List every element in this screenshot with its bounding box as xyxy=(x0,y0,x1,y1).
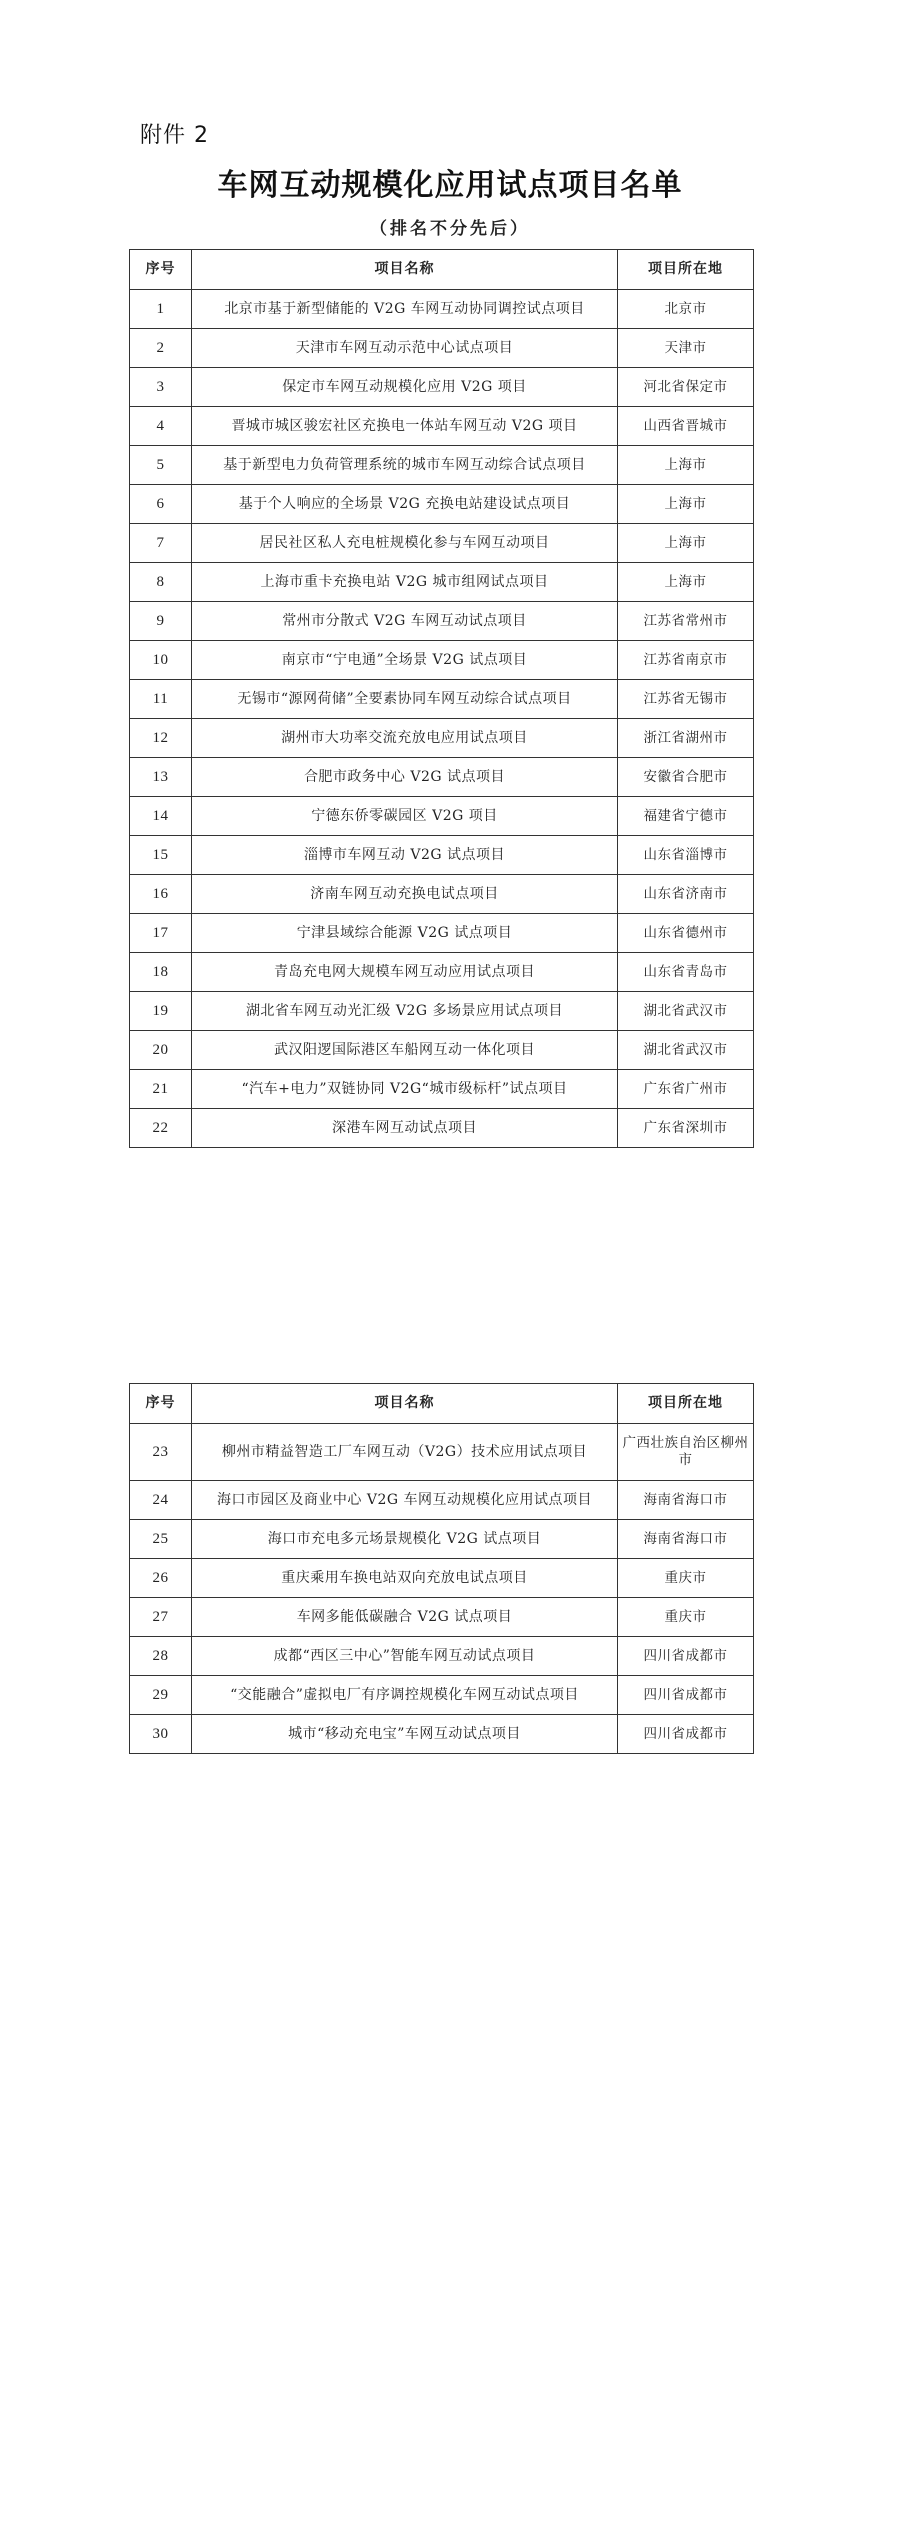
table-row xyxy=(130,1424,754,1481)
project-table-continued xyxy=(129,1383,754,1754)
table-row xyxy=(130,524,754,563)
row-location: 北京市 xyxy=(618,290,754,329)
table-row xyxy=(130,563,754,602)
row-location: 湖北省武汉市 xyxy=(618,1031,754,1070)
row-index: 16 xyxy=(130,875,192,914)
table-row xyxy=(130,758,754,797)
table-row xyxy=(130,1637,754,1676)
row-index: 1 xyxy=(130,290,192,329)
row-location: 江苏省无锡市 xyxy=(618,680,754,719)
table-row xyxy=(130,1481,754,1520)
row-project-name: 重庆乘用车换电站双向充放电试点项目 xyxy=(192,1559,618,1598)
row-index: 18 xyxy=(130,953,192,992)
header-location: 项目所在地 xyxy=(618,250,754,290)
table-row xyxy=(130,1520,754,1559)
table-row xyxy=(130,290,754,329)
row-location: 海南省海口市 xyxy=(618,1520,754,1559)
table-row xyxy=(130,836,754,875)
row-index: 25 xyxy=(130,1520,192,1559)
row-project-name: 湖州市大功率交流充放电应用试点项目 xyxy=(192,719,618,758)
row-index: 14 xyxy=(130,797,192,836)
row-location: 浙江省湖州市 xyxy=(618,719,754,758)
row-project-name: 武汉阳逻国际港区车船网互动一体化项目 xyxy=(192,1031,618,1070)
row-project-name: 上海市重卡充换电站 V2G 城市组网试点项目 xyxy=(192,563,618,602)
row-index: 2 xyxy=(130,329,192,368)
row-location: 广西壮族自治区柳州市 xyxy=(618,1424,754,1481)
row-location: 海南省海口市 xyxy=(618,1481,754,1520)
row-location: 山东省淄博市 xyxy=(618,836,754,875)
row-index: 29 xyxy=(130,1676,192,1715)
row-project-name: 常州市分散式 V2G 车网互动试点项目 xyxy=(192,602,618,641)
row-index: 13 xyxy=(130,758,192,797)
table-row xyxy=(130,485,754,524)
row-project-name: 青岛充电网大规模车网互动应用试点项目 xyxy=(192,953,618,992)
table-row xyxy=(130,1109,754,1148)
row-location: 上海市 xyxy=(618,446,754,485)
row-location: 天津市 xyxy=(618,329,754,368)
row-project-name: 南京市“宁电通”全场景 V2G 试点项目 xyxy=(192,641,618,680)
row-location: 江苏省常州市 xyxy=(618,602,754,641)
row-location: 江苏省南京市 xyxy=(618,641,754,680)
row-project-name: 居民社区私人充电桩规模化参与车网互动项目 xyxy=(192,524,618,563)
row-project-name: 保定市车网互动规模化应用 V2G 项目 xyxy=(192,368,618,407)
row-project-name: 济南车网互动充换电试点项目 xyxy=(192,875,618,914)
row-index: 27 xyxy=(130,1598,192,1637)
table-row xyxy=(130,1559,754,1598)
header-project-name: 项目名称 xyxy=(192,250,618,290)
row-index: 15 xyxy=(130,836,192,875)
row-index: 17 xyxy=(130,914,192,953)
header-index: 序号 xyxy=(130,250,192,290)
row-project-name: 车网多能低碳融合 V2G 试点项目 xyxy=(192,1598,618,1637)
document-subtitle: （排名不分先后） xyxy=(370,219,530,239)
header-location: 项目所在地 xyxy=(618,1384,754,1424)
row-location: 山东省济南市 xyxy=(618,875,754,914)
header-index: 序号 xyxy=(130,1384,192,1424)
table-row xyxy=(130,719,754,758)
row-index: 20 xyxy=(130,1031,192,1070)
row-project-name: “汽车+电力”双链协同 V2G“城市级标杆”试点项目 xyxy=(192,1070,618,1109)
row-project-name: 晋城市城区骏宏社区充换电一体站车网互动 V2G 项目 xyxy=(192,407,618,446)
table-row xyxy=(130,1598,754,1637)
table-row xyxy=(130,1070,754,1109)
row-index: 28 xyxy=(130,1637,192,1676)
table-row xyxy=(130,992,754,1031)
row-index: 21 xyxy=(130,1070,192,1109)
row-index: 12 xyxy=(130,719,192,758)
row-index: 23 xyxy=(130,1424,192,1481)
row-project-name: 湖北省车网互动光汇级 V2G 多场景应用试点项目 xyxy=(192,992,618,1031)
row-index: 26 xyxy=(130,1559,192,1598)
row-location: 重庆市 xyxy=(618,1598,754,1637)
table-row xyxy=(130,1715,754,1754)
row-index: 9 xyxy=(130,602,192,641)
row-project-name: 北京市基于新型储能的 V2G 车网互动协同调控试点项目 xyxy=(192,290,618,329)
row-index: 7 xyxy=(130,524,192,563)
row-index: 24 xyxy=(130,1481,192,1520)
row-index: 22 xyxy=(130,1109,192,1148)
row-location: 四川省成都市 xyxy=(618,1715,754,1754)
row-index: 6 xyxy=(130,485,192,524)
row-project-name: 海口市充电多元场景规模化 V2G 试点项目 xyxy=(192,1520,618,1559)
row-location: 山东省德州市 xyxy=(618,914,754,953)
row-project-name: 成都“西区三中心”智能车网互动试点项目 xyxy=(192,1637,618,1676)
document-title: 车网互动规模化应用试点项目名单 xyxy=(217,168,683,203)
row-location: 四川省成都市 xyxy=(618,1676,754,1715)
row-location: 山东省青岛市 xyxy=(618,953,754,992)
row-index: 11 xyxy=(130,680,192,719)
row-project-name: 淄博市车网互动 V2G 试点项目 xyxy=(192,836,618,875)
table-row xyxy=(130,914,754,953)
table-row xyxy=(130,641,754,680)
row-project-name: 柳州市精益智造工厂车网互动（V2G）技术应用试点项目 xyxy=(192,1424,618,1481)
row-location: 福建省宁德市 xyxy=(618,797,754,836)
table-header-row xyxy=(130,1384,754,1424)
table-row xyxy=(130,446,754,485)
table-row xyxy=(130,407,754,446)
row-location: 广东省深圳市 xyxy=(618,1109,754,1148)
row-location: 上海市 xyxy=(618,563,754,602)
row-location: 安徽省合肥市 xyxy=(618,758,754,797)
table-row xyxy=(130,368,754,407)
row-index: 30 xyxy=(130,1715,192,1754)
row-project-name: 无锡市“源网荷储”全要素协同车网互动综合试点项目 xyxy=(192,680,618,719)
row-project-name: 天津市车网互动示范中心试点项目 xyxy=(192,329,618,368)
row-location: 上海市 xyxy=(618,524,754,563)
table-row xyxy=(130,329,754,368)
row-location: 山西省晋城市 xyxy=(618,407,754,446)
row-index: 4 xyxy=(130,407,192,446)
table-header-row xyxy=(130,250,754,290)
table-row xyxy=(130,1676,754,1715)
row-location: 广东省广州市 xyxy=(618,1070,754,1109)
row-index: 8 xyxy=(130,563,192,602)
row-project-name: 合肥市政务中心 V2G 试点项目 xyxy=(192,758,618,797)
row-index: 10 xyxy=(130,641,192,680)
row-project-name: 基于新型电力负荷管理系统的城市车网互动综合试点项目 xyxy=(192,446,618,485)
row-project-name: 宁德东侨零碳园区 V2G 项目 xyxy=(192,797,618,836)
row-project-name: 宁津县域综合能源 V2G 试点项目 xyxy=(192,914,618,953)
header-project-name: 项目名称 xyxy=(192,1384,618,1424)
table-row xyxy=(130,953,754,992)
row-project-name: 城市“移动充电宝”车网互动试点项目 xyxy=(192,1715,618,1754)
table-row xyxy=(130,875,754,914)
row-index: 19 xyxy=(130,992,192,1031)
row-index: 3 xyxy=(130,368,192,407)
row-location: 上海市 xyxy=(618,485,754,524)
table-row xyxy=(130,1031,754,1070)
row-project-name: 基于个人响应的全场景 V2G 充换电站建设试点项目 xyxy=(192,485,618,524)
project-table xyxy=(129,249,754,1148)
attachment-label: 附件 2 xyxy=(140,123,209,148)
table-row xyxy=(130,602,754,641)
row-location: 重庆市 xyxy=(618,1559,754,1598)
row-project-name: 深港车网互动试点项目 xyxy=(192,1109,618,1148)
row-location: 河北省保定市 xyxy=(618,368,754,407)
table-row xyxy=(130,680,754,719)
table-row xyxy=(130,797,754,836)
row-location: 四川省成都市 xyxy=(618,1637,754,1676)
row-project-name: “交能融合”虚拟电厂有序调控规模化车网互动试点项目 xyxy=(192,1676,618,1715)
row-index: 5 xyxy=(130,446,192,485)
row-project-name: 海口市园区及商业中心 V2G 车网互动规模化应用试点项目 xyxy=(192,1481,618,1520)
row-location: 湖北省武汉市 xyxy=(618,992,754,1031)
